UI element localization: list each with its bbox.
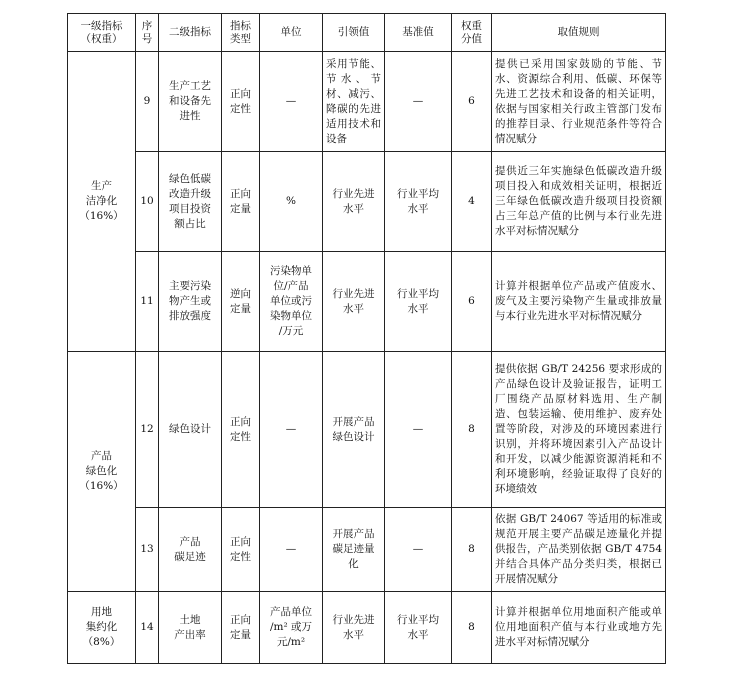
level2-cell: 绿色设计 bbox=[159, 352, 222, 508]
col-header-seq: 序 号 bbox=[136, 14, 159, 52]
unit-cell: 产品单位 /m² 或万 元/m² bbox=[260, 592, 323, 664]
lead-cell: 开展产品 碳足迹量 化 bbox=[323, 508, 385, 592]
rule-cell: 提供依据 GB/T 24256 要求形成的产品绿色设计及验证报告，证明工厂围绕产品原材料选用、生产制造、包装运输、使用维护、废弃处置等阶段，对涉及的环境因素进行识别，并将环境因素引入产品设计和开发，以减少能源资源消耗和不利环境影响，经验证取得了良好的环境绩效 bbox=[492, 352, 666, 508]
table-row bbox=[68, 252, 666, 352]
lead-cell: 行业先进 水平 bbox=[323, 252, 385, 352]
rule-cell: 提供近三年实施绿色低碳改造升级项目投入和成效相关证明，根据近三年绿色低碳改造升级项目投资额占三年总产值的比例与本行业先进水平对标情况赋分 bbox=[492, 152, 666, 252]
table-row bbox=[68, 352, 666, 508]
weight-cell: 8 bbox=[452, 352, 492, 508]
type-cell: 正向 定性 bbox=[222, 352, 260, 508]
seq-cell: 13 bbox=[136, 508, 159, 592]
type-cell: 正向 定量 bbox=[222, 152, 260, 252]
rule-cell: 计算并根据单位用地面积产能或单位用地面积产值与本行业或地方先进水平对标情况赋分 bbox=[492, 592, 666, 664]
rule-cell: 计算并根据单位产品或产值废水、废气及主要污染物产生量或排放量与本行业先进水平对标情况赋分 bbox=[492, 252, 666, 352]
type-cell: 逆向 定量 bbox=[222, 252, 260, 352]
col-header-base: 基准值 bbox=[385, 14, 452, 52]
type-cell: 正向 定性 bbox=[222, 508, 260, 592]
lead-cell: 开展产品 绿色设计 bbox=[323, 352, 385, 508]
weight-cell: 6 bbox=[452, 252, 492, 352]
col-header-lead: 引领值 bbox=[323, 14, 385, 52]
type-cell: 正向 定性 bbox=[222, 52, 260, 152]
table-row bbox=[68, 508, 666, 592]
unit-cell: 污染物单 位/产品 单位或污 染物单位 /万元 bbox=[260, 252, 323, 352]
level2-cell: 生产工艺 和设备先 进性 bbox=[159, 52, 222, 152]
unit-cell: — bbox=[260, 352, 323, 508]
unit-cell: % bbox=[260, 152, 323, 252]
col-header-rule: 取值规则 bbox=[492, 14, 666, 52]
col-header-type: 指标 类型 bbox=[222, 14, 260, 52]
seq-cell: 14 bbox=[136, 592, 159, 664]
base-cell: — bbox=[385, 508, 452, 592]
level1-group-cell: 生产 洁净化 （16%） bbox=[68, 52, 136, 352]
lead-cell: 行业先进 水平 bbox=[323, 152, 385, 252]
col-header-weight: 权重 分值 bbox=[452, 14, 492, 52]
base-cell: 行业平均 水平 bbox=[385, 252, 452, 352]
base-cell: 行业平均 水平 bbox=[385, 592, 452, 664]
col-header-unit: 单位 bbox=[260, 14, 323, 52]
base-cell: 行业平均 水平 bbox=[385, 152, 452, 252]
unit-cell: — bbox=[260, 508, 323, 592]
table-row bbox=[68, 152, 666, 252]
type-cell: 正向 定量 bbox=[222, 592, 260, 664]
level2-cell: 绿色低碳 改造升级 项目投资 额占比 bbox=[159, 152, 222, 252]
base-cell: — bbox=[385, 52, 452, 152]
level2-cell: 土地 产出率 bbox=[159, 592, 222, 664]
seq-cell: 9 bbox=[136, 52, 159, 152]
weight-cell: 4 bbox=[452, 152, 492, 252]
base-cell: — bbox=[385, 352, 452, 508]
seq-cell: 10 bbox=[136, 152, 159, 252]
lead-cell: 采用节能、节水、节材、减污、降碳的先进适用技术和设备 bbox=[323, 52, 385, 152]
unit-cell: — bbox=[260, 52, 323, 152]
header-row bbox=[68, 14, 666, 52]
rule-cell: 提供已采用国家鼓励的节能、节水、资源综合利用、低碳、环保等先进工艺技术和设备的相关证明，依据与国家相关行政主管部门发布的推荐目录、行业规范条件等符合情况赋分 bbox=[492, 52, 666, 152]
seq-cell: 12 bbox=[136, 352, 159, 508]
weight-cell: 8 bbox=[452, 592, 492, 664]
col-header-level1: 一级指标 （权重） bbox=[68, 14, 136, 52]
col-header-level2: 二级指标 bbox=[159, 14, 222, 52]
level1-group-cell: 产品 绿色化 （16%） bbox=[68, 352, 136, 592]
level2-cell: 主要污染 物产生或 排放强度 bbox=[159, 252, 222, 352]
seq-cell: 11 bbox=[136, 252, 159, 352]
rule-cell: 依据 GB/T 24067 等适用的标准或规范开展主要产品碳足迹量化并提供报告，产品类别依据 GB/T 4754 并结合具体产品分类归类，根据已开展情况赋分 bbox=[492, 508, 666, 592]
level2-cell: 产品 碳足迹 bbox=[159, 508, 222, 592]
table-row bbox=[68, 52, 666, 152]
lead-cell: 行业先进 水平 bbox=[323, 592, 385, 664]
indicator-table bbox=[67, 13, 666, 664]
weight-cell: 8 bbox=[452, 508, 492, 592]
weight-cell: 6 bbox=[452, 52, 492, 152]
table-row bbox=[68, 592, 666, 664]
level1-group-cell: 用地 集约化 （8%） bbox=[68, 592, 136, 664]
